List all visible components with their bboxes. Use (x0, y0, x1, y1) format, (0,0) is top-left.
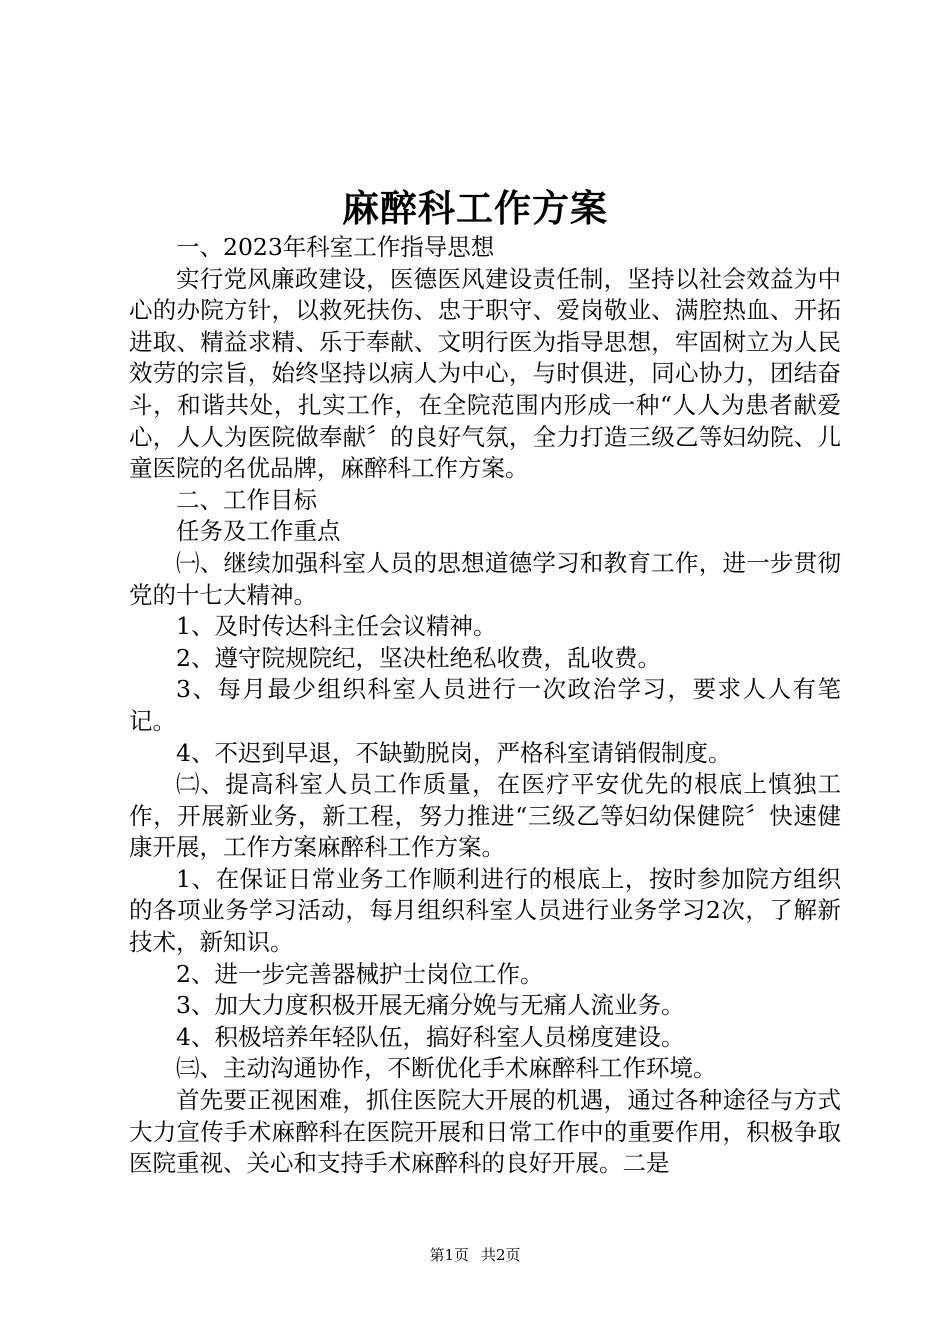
item-work-quality: ㈡、提高科室人员工作质量，在医疗平安优先的根底上慎独工作，开展新业务，新工程，努力推进“三级乙等妇幼保健院〞快速健康开展，工作方案麻醉科工作方案。 (129, 770, 841, 862)
document-body (129, 232, 841, 1180)
section-heading-goals: 二、工作目标 (176, 485, 317, 514)
list-item: 4、不迟到早退，不缺勤脱岗，严格科室请销假制度。 (176, 738, 732, 767)
subheading-tasks: 任务及工作重点 (176, 517, 341, 546)
document-title: 麻醉科工作方案 (342, 186, 608, 230)
page-total: 共2页 (481, 1246, 521, 1264)
list-item: 2、进一步完善器械护士岗位工作。 (176, 959, 544, 988)
item-communication: ㈢、主动沟通协作，不断优化手术麻醉科工作环境。 (176, 1054, 717, 1083)
list-item: 3、每月最少组织科室人员进行一次政治学习，要求人人有笔记。 (129, 675, 841, 735)
paragraph-guiding-thought: 实行党风廉政建设，医德医风建设责任制，坚持以社会效益为中心的办院方针，以救死扶伤、忠于职守、爱岗敬业、满腔热血、开拓进取、精益求精、乐于奉献、文明行医为指导思想，牢固树立为人民效劳的宗旨，始终坚持以病人为中心，与时俱进，同心协力，团结奋斗，和谐共处，扎实工作，在全院范围内形成一种“人人为患者献爱心，人人为医院做奉献〞的良好气氛，全力打造三级乙等妇幼院、儿童医院的名优品牌，麻醉科工作方案。 (129, 264, 841, 483)
paragraph-communication: 首先要正视困难，抓住医院大开展的机遇，通过各种途径与方式大力宣传手术麻醉科在医院开展和日常工作中的重要作用，积极争取医院重视、关心和支持手术麻醉科的良好开展。二是 (129, 1086, 841, 1178)
section-heading-guiding-thought: 一、2023年科室工作指导思想 (176, 233, 495, 261)
page-number: 第1页 (429, 1246, 469, 1264)
list-item: 4、积极培养年轻队伍，搞好科室人员梯度建设。 (176, 1022, 685, 1051)
list-item: 2、遵守院规院纪，坚决杜绝私收费，乱收费。 (176, 643, 661, 672)
page-footer (0, 1244, 950, 1266)
list-item: 3、加大力度积极开展无痛分娩与无痛人流业务。 (176, 991, 685, 1020)
list-item: 1、及时传达科主任会议精神。 (176, 612, 497, 641)
list-item: 1、在保证日常业务工作顺利进行的根底上，按时参加院方组织的各项业务学习活动，每月组织科室人员进行业务学习2次，了解新技术，新知识。 (129, 864, 841, 957)
item-ideology-education: ㈠、继续加强科室人员的思想道德学习和教育工作，进一步贯彻党的十七大精神。 (129, 548, 841, 609)
